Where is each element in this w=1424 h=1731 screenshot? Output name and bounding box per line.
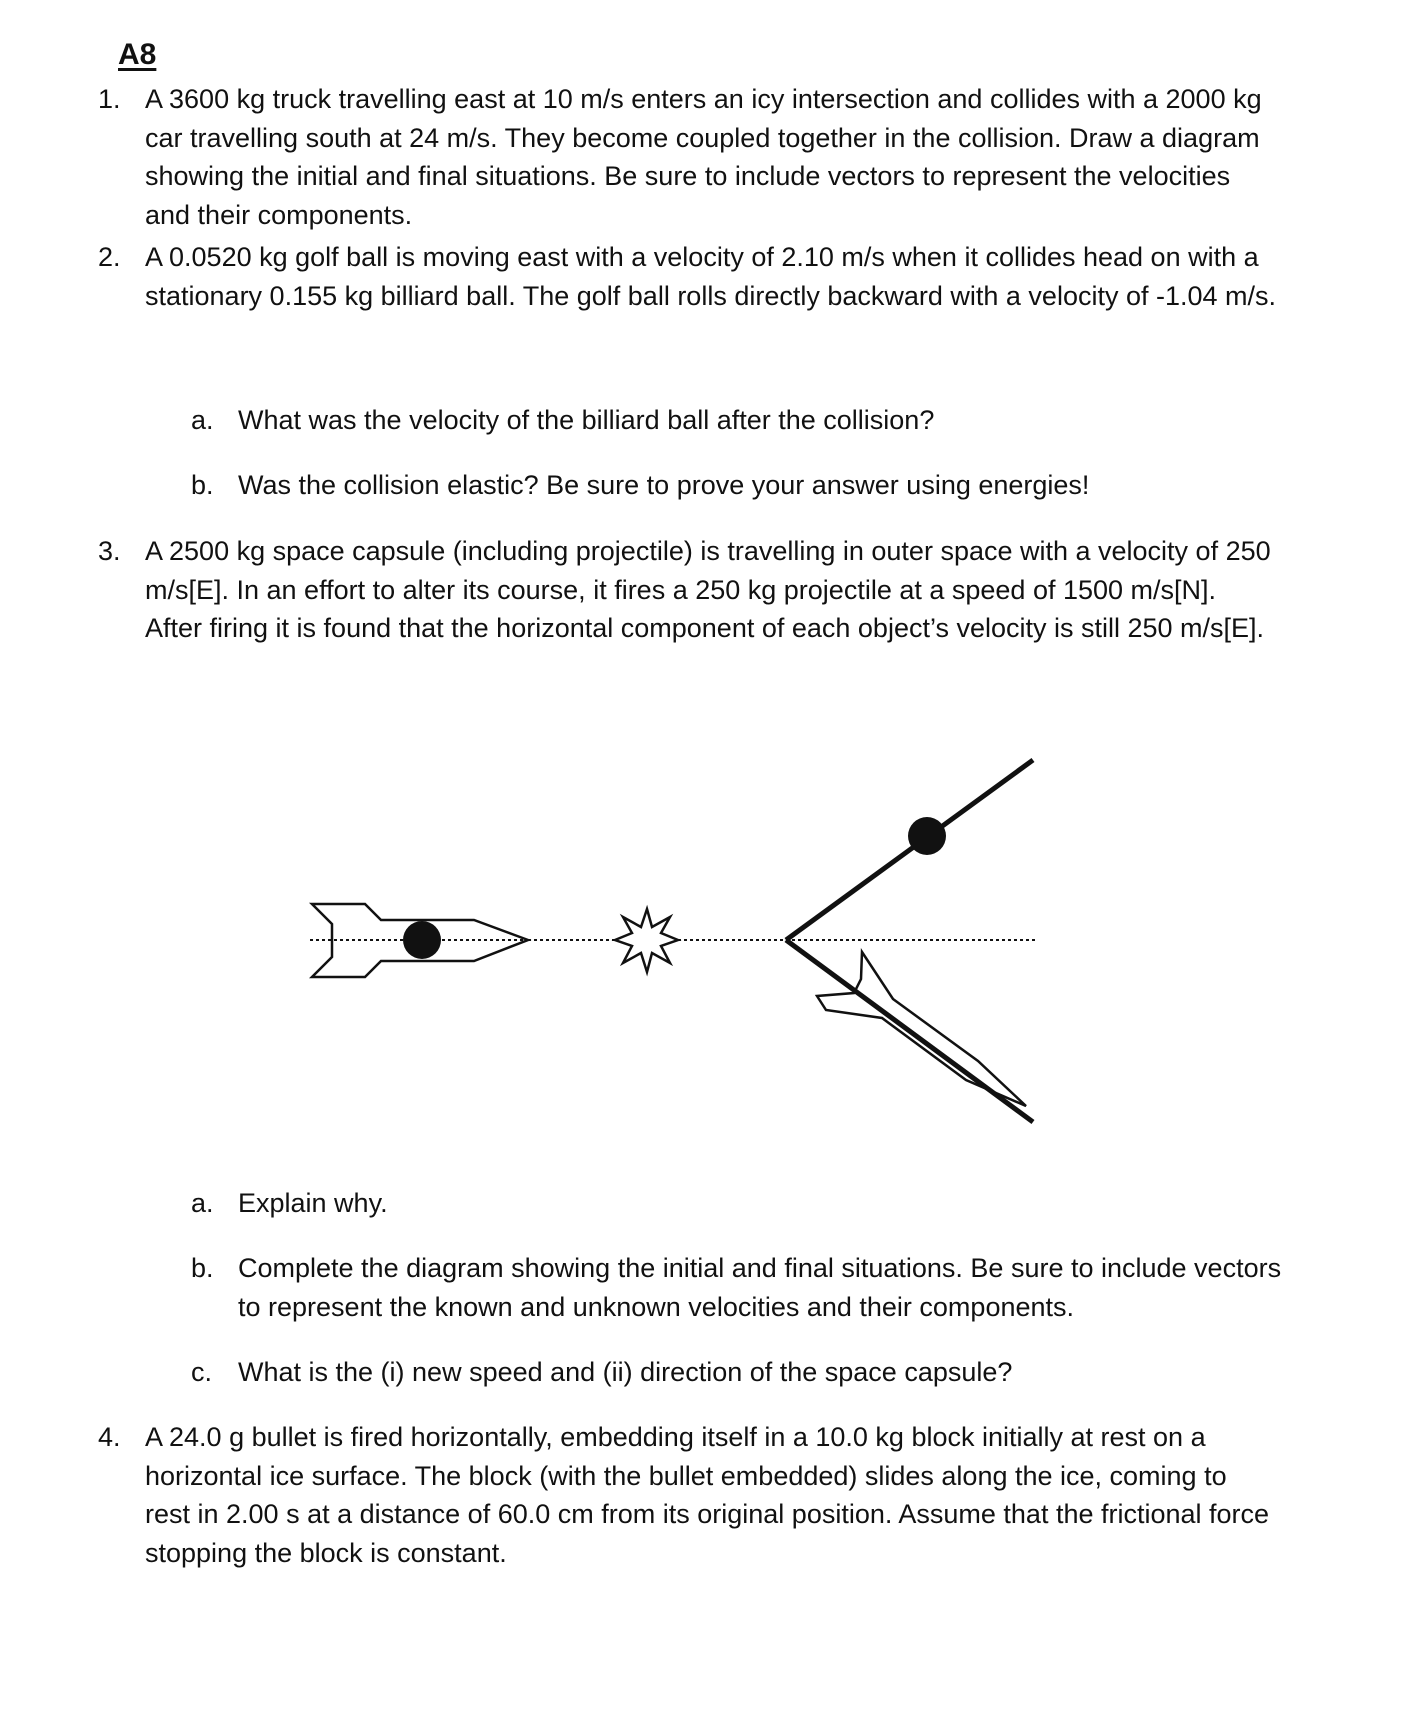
capsule-rocket-icon xyxy=(817,952,1026,1106)
question-number: 1. xyxy=(98,84,121,114)
part-letter: a. xyxy=(191,405,214,435)
question-3-part-b xyxy=(191,1249,1291,1326)
projectile-ball-icon xyxy=(403,921,441,959)
question-number: 3. xyxy=(98,536,121,566)
explosion-icon xyxy=(615,909,678,972)
question-text: A 24.0 g bullet is fired horizontally, embedding itself in a 10.0 kg block initially at rest on a horizontal ice surface. The block (with the bullet embedded) slides along the ice, coming to rest in 2.00 s at a distance of 60.0 cm from its original position. Assume that the frictional force stopping the block is constant. xyxy=(145,1422,1270,1568)
projectile-ball-icon xyxy=(908,817,946,855)
question-text: A 2500 kg space capsule (including projectile) is travelling in outer space with a velocity of 250 m/s[E]. In an effort to alter its course, it fires a 250 kg projectile at a speed of 1500 m/s[N]. After firing it is found that the horizontal component of each object’s velocity is still 250 m/s[E]. xyxy=(145,536,1271,643)
part-letter: c. xyxy=(191,1357,213,1387)
projectile-path-vector xyxy=(786,760,1033,940)
question-text: A 3600 kg truck travelling east at 10 m/s enters an icy intersection and collides with a 2000 kg car travelling south at 24 m/s. They become coupled together in the collision. Draw a diagram showing the initial and final situations. Be sure to include vectors to represent the velocities and their components. xyxy=(145,84,1262,230)
question-3-part-c xyxy=(191,1353,1291,1392)
part-text: Explain why. xyxy=(238,1188,388,1218)
question-text: A 0.0520 kg golf ball is moving east with a velocity of 2.10 m/s when it collides head on with a stationary 0.155 kg billiard ball. The golf ball rolls directly backward with a velocity of -1.04 m/s. xyxy=(145,242,1277,311)
question-number: 4. xyxy=(98,1422,121,1452)
part-text: What was the velocity of the billiard ball after the collision? xyxy=(238,405,935,435)
part-letter: b. xyxy=(191,470,214,500)
page-title: A8 xyxy=(118,38,157,71)
question-3-part-a xyxy=(191,1184,1291,1223)
part-letter: a. xyxy=(191,1188,214,1218)
part-text: Was the collision elastic? Be sure to prove your answer using energies! xyxy=(238,470,1090,500)
question-number: 2. xyxy=(98,242,121,272)
capsule-path-vector xyxy=(786,940,1033,1122)
part-text: What is the (i) new speed and (ii) direction of the space capsule? xyxy=(238,1357,1013,1387)
question-4 xyxy=(98,1418,1278,1572)
part-letter: b. xyxy=(191,1253,214,1283)
part-text: Complete the diagram showing the initial and final situations. Be sure to include vectors to represent the known and unknown velocities and their components. xyxy=(238,1253,1282,1322)
